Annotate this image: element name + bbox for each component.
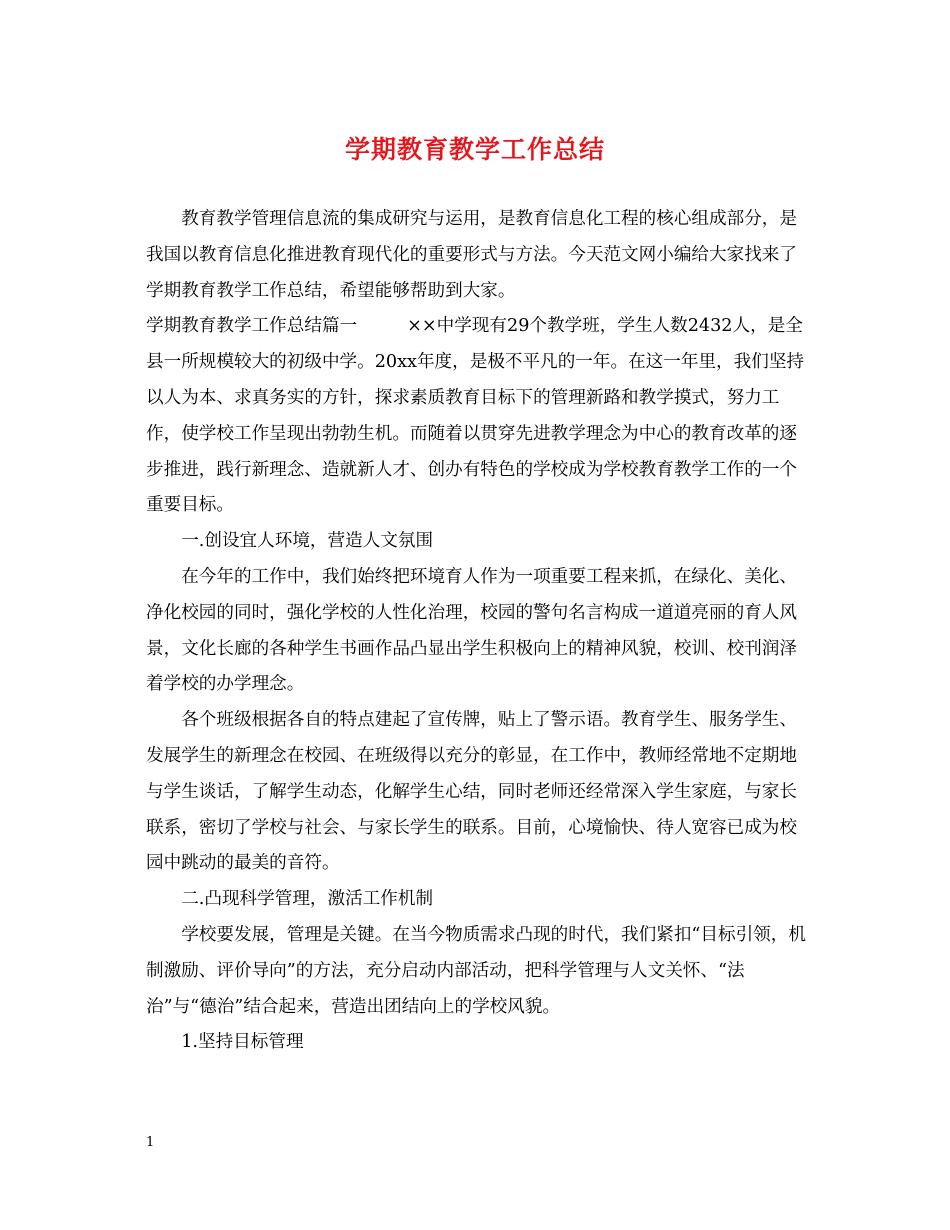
intro-paragraph: 教育教学管理信息流的集成研究与运用，是教育信息化工程的核心组成部分，是我国以教育信息化推进教育现代化的重要形式与方法。今天范文网小编给大家找来了学期教育教学工作总结，希望能够帮助到大家。 — [146, 209, 797, 301]
document-title: 学期教育教学工作总结 — [344, 135, 605, 164]
heading-environment: 一.创设宜人环境，营造人文氛围 — [181, 531, 434, 552]
environment-paragraph: 在今年的工作中，我们始终把环境育人作为一项重要工程来抓，在绿化、美化、净化校园的同时，强化学校的人性化治理，校园的警句名言构成一道道亮丽的育人风景，文化长廊的各种学生书画作品凸显出学生积极向上的精神风貌，校训、校刊润泽着学校的办学理念。 — [146, 566, 797, 695]
heading-management: 二.凸现科学管理，激活工作机制 — [181, 889, 434, 910]
section-label: 学期教育教学工作总结篇一 — [146, 316, 358, 337]
heading-target: 1.坚持目标管理 — [181, 1032, 304, 1053]
document-body — [146, 202, 814, 1061]
class-paragraph: 各个班级根据各自的特点建起了宣传牌，贴上了警示语。教育学生、服务学生、发展学生的新理念在校园、在班级得以充分的彰显，在工作中，教师经常地不定期地与学生谈话，了解学生动态，化解学生心结，同时老师还经常深入学生家庭，与家长联系，密切了学校与社会、与家长学生的联系。目前，心境愉快、待人宽容已成为校园中跳动的最美的音符。 — [146, 710, 797, 874]
section-text: ××中学现有29个教学班，学生人数2432人，是全县一所规模较大的初级中学。20xx年度，是极不平凡的一年。在这一年里，我们坚持以人为本、求真务实的方针，探求素质教育目标下的管理新路和教学摸式，努力工作，使学校工作呈现出勃勃生机。而随着以贯穿先进教学理念为中心的教育改革的逐步推进，践行新理念、造就新人才、创办有特色的学校成为学校教育教学工作的一个重要目标。 — [146, 316, 805, 516]
section-paragraph — [146, 309, 814, 524]
management-paragraph: 学校要发展，管理是关键。在当今物质需求凸现的时代，我们紧扣“目标引领，机制激励、评价导向”的方法，充分启动内部活动，把科学管理与人文关怀、“法治”与“德治”结合起来，营造出团结向上的学校风貌。 — [146, 924, 806, 1017]
page-number: 1 — [146, 1135, 155, 1150]
